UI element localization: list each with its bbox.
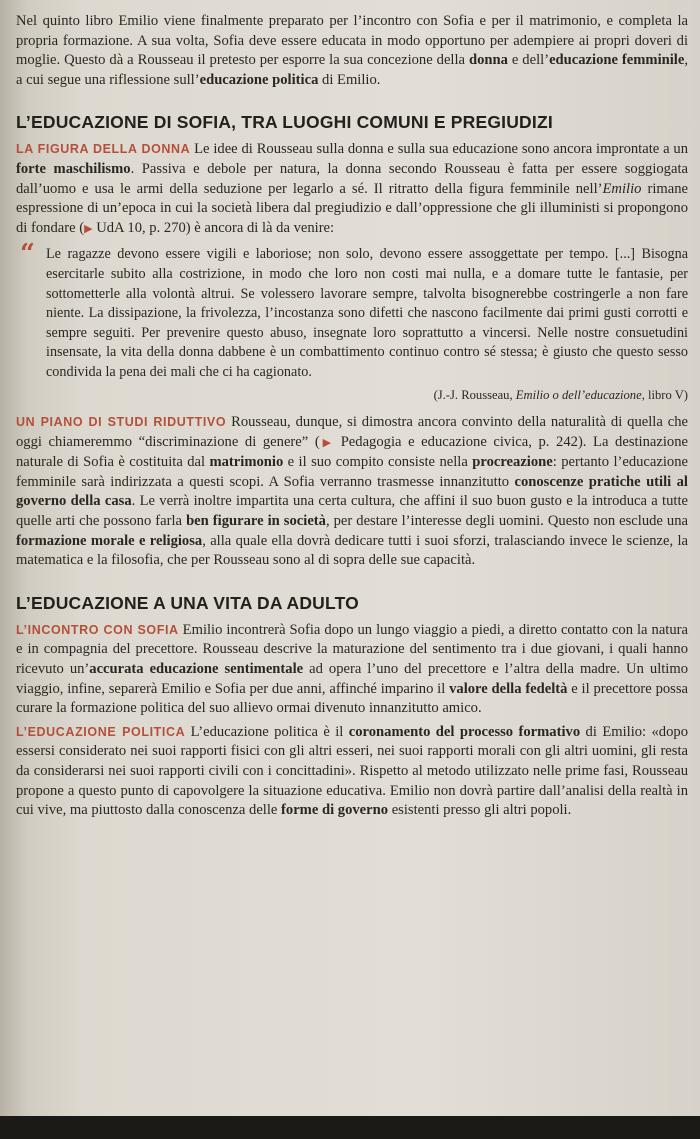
page-content <box>16 6 688 821</box>
italic-title: Emilio <box>602 180 642 197</box>
bold-term: valore della fedeltà <box>449 680 568 697</box>
text-run: ad opera l’uno del precettore e l’altra della madre. Un ultimo viaggio, infine, separerà Emilio e Sofia per due anni, affinché imparino il <box>16 661 689 697</box>
text-run: ). La destinazione naturale di Sofia è costituita dal <box>16 433 688 471</box>
text-run: e il suo compito consiste nella <box>283 454 473 471</box>
paragraph-lead: L’EDUCAZIONE POLITICA <box>16 724 186 739</box>
bold-term: conoscenze pratiche utili al governo della casa <box>16 473 688 510</box>
bold-term: coronamento del processo formativo <box>348 723 581 740</box>
quote-citation <box>46 386 688 406</box>
text-run: di Emilio: «dopo essersi considerato nei suoi rapporti fisici con gli altri esseri, nei suoi rapporti morali con gli altri uomini, gli resta da considerarsi nei suoi rapporti civili con i concittadini». Rispetto al metodo utilizzato nelle prime fasi, Rousseau propone a questo punto di capovolgere la situazione educativa. Emilio non dovrà partire dall’analisi della realtà in cui vive, ma piuttosto dalla conoscenza delle <box>16 723 688 819</box>
bold-term: matrimonio <box>209 454 284 471</box>
section-heading-vita-adulta: L’EDUCAZIONE A UNA VITA DA ADULTO <box>16 592 359 613</box>
text-run: , alla quale ella dovrà dedicare tutti i suoi sforzi, tralasciando invece le scienze, la matematica e la filosofia, che per Rousseau sono al di sopra delle sue capacità. <box>16 532 688 569</box>
triangle-right-icon: ▶ <box>319 436 335 449</box>
bold-term: donna <box>468 52 508 69</box>
bold-term: forme di governo <box>281 802 389 819</box>
bold-term: formazione morale e religiosa <box>16 532 203 549</box>
text-run: e dell’ <box>507 52 550 69</box>
text-run: rimane espressione di un’epoca in cui la società libera dal pregiudizio e dall’oppressione che gli illuministi si propongono di fondare ( <box>16 180 688 236</box>
text-run: Nel quinto libro Emilio viene finalmente preparato per l’incontro con Sofia e per il matrimonio, e completa la propria formazione. A sua volta, Sofia deve essere educata in modo opportuno per adempiere ai propri doveri di moglie. Questo dà a Rousseau il pretesto per esporre la sua concezione della <box>16 13 688 69</box>
bold-term: ben figurare in società <box>186 513 326 530</box>
text-run: Emilio incontrerà Sofia dopo un lungo viaggio a piedi, a diretto contatto con la natura e in compagnia del precettore. Rousseau descrive la maturazione del sentimento tra i due giovani, i quali hanno ricevuto un’ <box>16 621 688 678</box>
cross-reference: UdA 10, p. 270 <box>96 219 186 236</box>
paragraph-incontro-sofia <box>16 621 688 719</box>
citation-rest: , libro V) <box>641 387 688 402</box>
text-run: : pertanto l’educazione femminile sarà indirizzata a questi scopi. A Sofia verranno trasmesse innanzitutto <box>16 454 688 490</box>
text-run: , per destare l’interesse degli uomini. Questo non esclude una <box>325 513 688 530</box>
text-run: Le idee di Rousseau sulla donna e sulla sua educazione sono ancora improntate a un <box>190 141 688 158</box>
text-run: ) è ancora di là da venire: <box>185 219 335 236</box>
citation-author: (J.-J. Rousseau, <box>433 387 516 402</box>
bold-term: procreazione <box>472 454 553 471</box>
quote-mark-icon: “ <box>20 239 35 270</box>
paragraph-piano-studi <box>16 413 688 571</box>
text-run: e il precettore possa curare la formazione politica del suo allievo ormai divenuto innanzitutto amico. <box>16 680 688 717</box>
section-heading-sofia: L’EDUCAZIONE DI SOFIA, TRA LUOGHI COMUNI E PREGIUDIZI <box>16 112 553 133</box>
citation-work: Emilio o dell’educazione <box>515 387 642 402</box>
text-run: di Emilio. <box>318 71 381 88</box>
paragraph-educazione-politica <box>16 723 688 821</box>
text-run: . Passiva e debole per natura, la donna secondo Rousseau è fatta per essere soggiogata dall’uomo e usa le armi della seduzione per legarlo a sé. Il ritratto della figura femminile nell’ <box>16 160 688 197</box>
intro-paragraph <box>16 12 688 90</box>
text-run: . Le verrà inoltre impartita una certa cultura, che affini il suo buon gusto e la introduca a tutte quelle arti che possono farla <box>16 493 688 530</box>
paragraph-lead: L’INCONTRO CON SOFIA <box>16 622 179 637</box>
bold-term: accurata educazione sentimentale <box>89 661 304 678</box>
bold-term: educazione politica <box>199 71 319 88</box>
bold-term: forte maschilismo <box>16 160 131 177</box>
cross-reference: Pedagogia e educazione civica, p. 242 <box>340 433 578 450</box>
paragraph-lead: LA FIGURA DELLA DONNA <box>16 142 191 157</box>
triangle-right-icon: ▶ <box>84 222 93 235</box>
text-run: Rousseau, dunque, si dimostra ancora convinto della naturalità di quella che oggi chiameremmo “discriminazione di genere” ( <box>16 414 688 450</box>
quote-text: Le ragazze devono essere vigili e laboriose; non solo, devono essere assoggettate per tempo. [...] Bisogna esercitarle subito alla costrizione, in modo che loro non costi mai nulla, e a domare tutte le fantasie, per sottometterle alla volontà altrui. Se volessero lavorare sempre, talvolta bisognerebbe costringerle a non fare niente. La dissipazione, la frivolezza, l’incostanza sono difetti che nascono facilmente dai primi gusti corrotti e sempre seguiti. Per prevenire questo abuso, insegnate loro soprattutto a vincersi. Nelle nostre consuetudini insensate, la vita della donna dabbene è un combattimento continuo contro sé stessa; è giusto che questo sesso condivida la pena dei mali che ci ha cagionato. <box>46 246 688 380</box>
paragraph-lead: UN PIANO DI STUDI RIDUTTIVO <box>16 415 227 430</box>
bold-term: educazione femminile <box>549 52 685 69</box>
paragraph-figura-donna <box>16 140 688 239</box>
text-run: L’educazione politica è il <box>185 723 349 740</box>
text-run: esistenti presso gli altri popoli. <box>388 802 572 819</box>
text-run: , a cui segue una riflessione sull’ <box>16 52 688 88</box>
rousseau-quote <box>20 239 688 405</box>
